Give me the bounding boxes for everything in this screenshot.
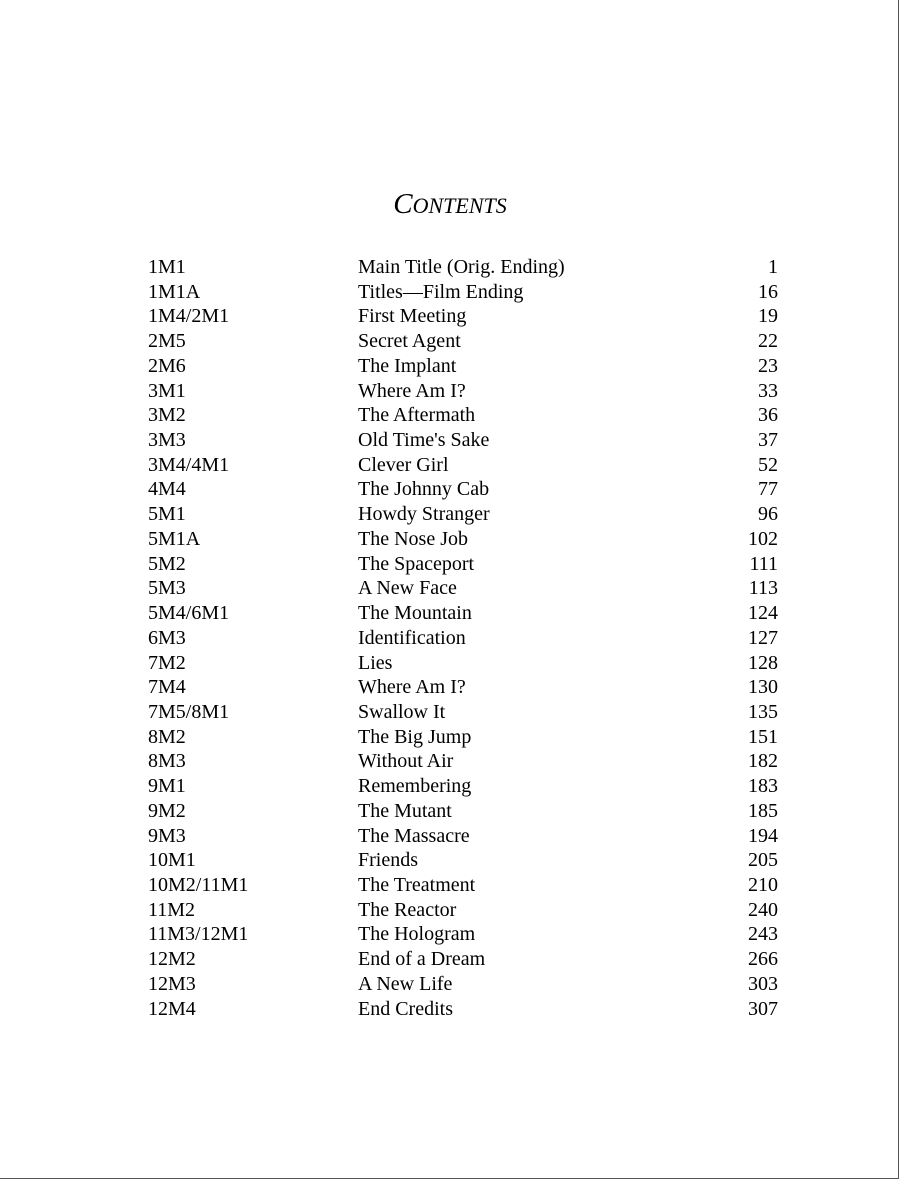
cue-number: 7M5/8M1 — [148, 700, 230, 723]
list-item — [148, 923, 778, 948]
page-number: 16 — [758, 280, 778, 303]
list-item — [148, 553, 778, 578]
list-item — [148, 503, 778, 528]
list-item — [148, 701, 778, 726]
cue-number: 5M2 — [148, 552, 186, 575]
page-number: 266 — [748, 948, 778, 971]
cue-title: Swallow It — [358, 700, 446, 723]
list-item — [148, 404, 778, 429]
cue-title: The Big Jump — [358, 725, 472, 748]
cue-number: 10M1 — [148, 849, 196, 872]
cue-number: 3M1 — [148, 379, 186, 402]
page-number: 182 — [748, 750, 778, 773]
list-item — [148, 948, 778, 973]
page-number: 194 — [748, 824, 778, 847]
page-number: 135 — [748, 700, 778, 723]
cue-title: The Nose Job — [358, 527, 468, 550]
list-item — [148, 750, 778, 775]
cue-number: 12M3 — [148, 972, 196, 995]
cue-title: The Treatment — [358, 873, 476, 896]
cue-title: A New Life — [358, 972, 453, 995]
page-number: 96 — [758, 503, 778, 526]
page-number: 1 — [768, 256, 778, 278]
list-item — [148, 256, 778, 281]
list-item — [148, 330, 778, 355]
cue-number: 4M4 — [148, 478, 186, 501]
cue-title: Lies — [358, 651, 393, 674]
cue-title: Where Am I? — [358, 676, 466, 699]
cue-title: The Implant — [358, 354, 457, 377]
cue-number: 5M1 — [148, 503, 186, 526]
contents-list — [148, 256, 778, 1022]
page-number: 124 — [748, 602, 778, 625]
cue-title: The Aftermath — [358, 404, 476, 427]
page-number: 185 — [748, 799, 778, 822]
cue-number: 10M2/11M1 — [148, 873, 249, 896]
cue-title: End Credits — [358, 997, 453, 1020]
cue-number: 12M4 — [148, 997, 196, 1020]
list-item — [148, 602, 778, 627]
cue-title: Old Time's Sake — [358, 429, 490, 452]
cue-title: The Mountain — [358, 602, 472, 625]
page-number: 37 — [758, 429, 778, 452]
list-item — [148, 528, 778, 553]
list-item — [148, 800, 778, 825]
page-number: 19 — [758, 305, 778, 328]
list-item — [148, 825, 778, 850]
page-number: 77 — [758, 478, 778, 501]
cue-number: 1M1 — [148, 256, 186, 278]
page-number: 128 — [748, 651, 778, 674]
cue-title: The Reactor — [358, 898, 457, 921]
page-number: 36 — [758, 404, 778, 427]
cue-number: 2M6 — [148, 354, 186, 377]
cue-number: 7M2 — [148, 651, 186, 674]
page-number: 183 — [748, 775, 778, 798]
list-item — [148, 973, 778, 998]
list-item — [148, 998, 778, 1023]
page-number: 52 — [758, 453, 778, 476]
page-number: 210 — [748, 873, 778, 896]
cue-title: Identification — [358, 626, 466, 649]
page-number: 151 — [748, 725, 778, 748]
cue-number: 8M3 — [148, 750, 186, 773]
cue-number: 9M1 — [148, 775, 186, 798]
list-item — [148, 652, 778, 677]
list-item — [148, 577, 778, 602]
list-item — [148, 355, 778, 380]
cue-number: 3M2 — [148, 404, 186, 427]
list-item — [148, 305, 778, 330]
cue-title: Clever Girl — [358, 453, 449, 476]
cue-title: First Meeting — [358, 305, 467, 328]
list-item — [148, 775, 778, 800]
cue-title: The Mutant — [358, 799, 452, 822]
cue-title: Main Title (Orig. Ending) — [358, 256, 565, 278]
cue-number: 1M1A — [148, 280, 201, 303]
cue-title: The Hologram — [358, 923, 476, 946]
page-number: 22 — [758, 330, 778, 353]
list-item — [148, 726, 778, 751]
page-number: 243 — [748, 923, 778, 946]
list-item — [148, 281, 778, 306]
cue-number: 12M2 — [148, 948, 196, 971]
page-number: 33 — [758, 379, 778, 402]
cue-number: 6M3 — [148, 626, 186, 649]
cue-number: 5M1A — [148, 527, 201, 550]
page-number: 113 — [748, 577, 778, 600]
cue-number: 5M4/6M1 — [148, 602, 230, 625]
list-item — [148, 454, 778, 479]
cue-number: 9M2 — [148, 799, 186, 822]
cue-title: A New Face — [358, 577, 457, 600]
page-title: CONTENTS — [393, 188, 507, 220]
list-item — [148, 380, 778, 405]
cue-number: 1M4/2M1 — [148, 305, 230, 328]
cue-title: Secret Agent — [358, 330, 461, 353]
list-item — [148, 874, 778, 899]
cue-title: The Massacre — [358, 824, 470, 847]
page-number: 130 — [748, 676, 778, 699]
cue-title: Titles—Film Ending — [358, 280, 524, 303]
page-number: 102 — [748, 527, 778, 550]
list-item — [148, 899, 778, 924]
cue-title: Friends — [358, 849, 418, 872]
list-item — [148, 478, 778, 503]
page-number: 307 — [748, 997, 778, 1020]
cue-number: 7M4 — [148, 676, 186, 699]
cue-number: 11M3/12M1 — [148, 923, 249, 946]
page-number: 240 — [748, 898, 778, 921]
cue-number: 5M3 — [148, 577, 186, 600]
page-number: 127 — [748, 626, 778, 649]
cue-title: Where Am I? — [358, 379, 466, 402]
list-item — [148, 627, 778, 652]
page-number: 205 — [748, 849, 778, 872]
page-number: 23 — [758, 354, 778, 377]
cue-title: The Johnny Cab — [358, 478, 490, 501]
page-number: 111 — [749, 552, 778, 575]
cue-title: Remembering — [358, 775, 472, 798]
cue-title: Without Air — [358, 750, 454, 773]
cue-number: 9M3 — [148, 824, 186, 847]
cue-title: The Spaceport — [358, 552, 475, 575]
cue-number: 3M4/4M1 — [148, 453, 230, 476]
cue-title: Howdy Stranger — [358, 503, 490, 526]
list-item — [148, 849, 778, 874]
cue-number: 8M2 — [148, 725, 186, 748]
cue-title: End of a Dream — [358, 948, 486, 971]
cue-number: 3M3 — [148, 429, 186, 452]
cue-number: 11M2 — [148, 898, 196, 921]
page-number: 303 — [748, 972, 778, 995]
list-item — [148, 676, 778, 701]
list-item — [148, 429, 778, 454]
cue-number: 2M5 — [148, 330, 186, 353]
